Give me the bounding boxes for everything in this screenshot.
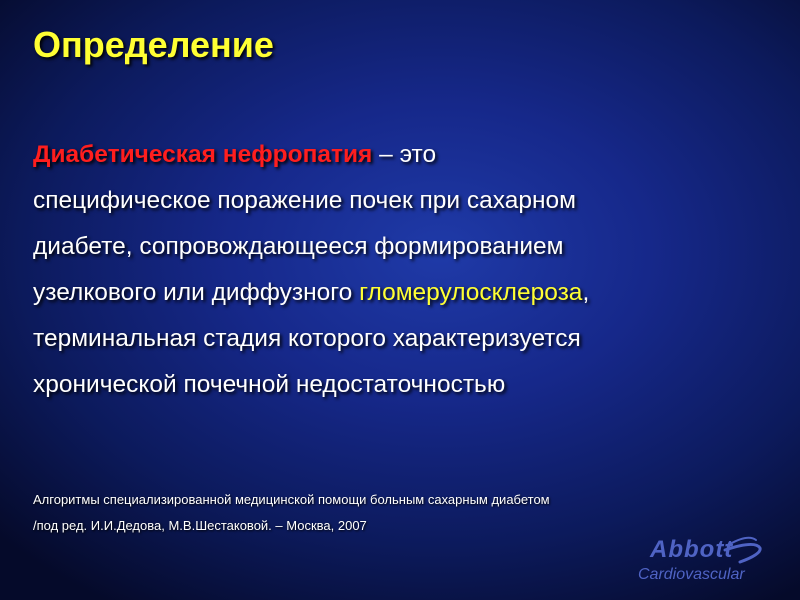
definition-line-4-after: ,: [582, 279, 590, 306]
definition-line-1: [33, 141, 436, 168]
logo-wordmark: Abbott: [650, 536, 734, 563]
definition-line-4-before: узелкового или диффузного: [33, 279, 360, 306]
definition-line-5: терминальная стадия которого характеризуется: [33, 325, 581, 352]
definition-line-2: специфическое поражение почек при сахарном: [33, 187, 576, 214]
definition-highlight-term: гломерулосклероза: [359, 279, 583, 306]
definition-line-6: хронической почечной недостаточностью: [33, 371, 506, 398]
definition-line-3: диабете, сопровождающееся формированием: [33, 233, 564, 260]
logo-subtitle: Cardiovascular: [638, 566, 745, 583]
reference-line-1: Алгоритмы специализированной медицинской помощи больным сахарным диабетом: [33, 492, 550, 507]
reference-line-2: /под ред. И.И.Дедова, М.В.Шестаковой. – Москва, 2007: [33, 518, 367, 533]
definition-text: [33, 132, 773, 408]
abbott-logo: [630, 528, 795, 588]
definition-line-4: [33, 279, 589, 306]
definition-term: Диабетическая нефропатия: [33, 141, 373, 168]
reference-citation: [33, 487, 733, 539]
definition-line-1-rest: – это: [372, 141, 437, 168]
slide-title: Определение: [33, 24, 274, 65]
